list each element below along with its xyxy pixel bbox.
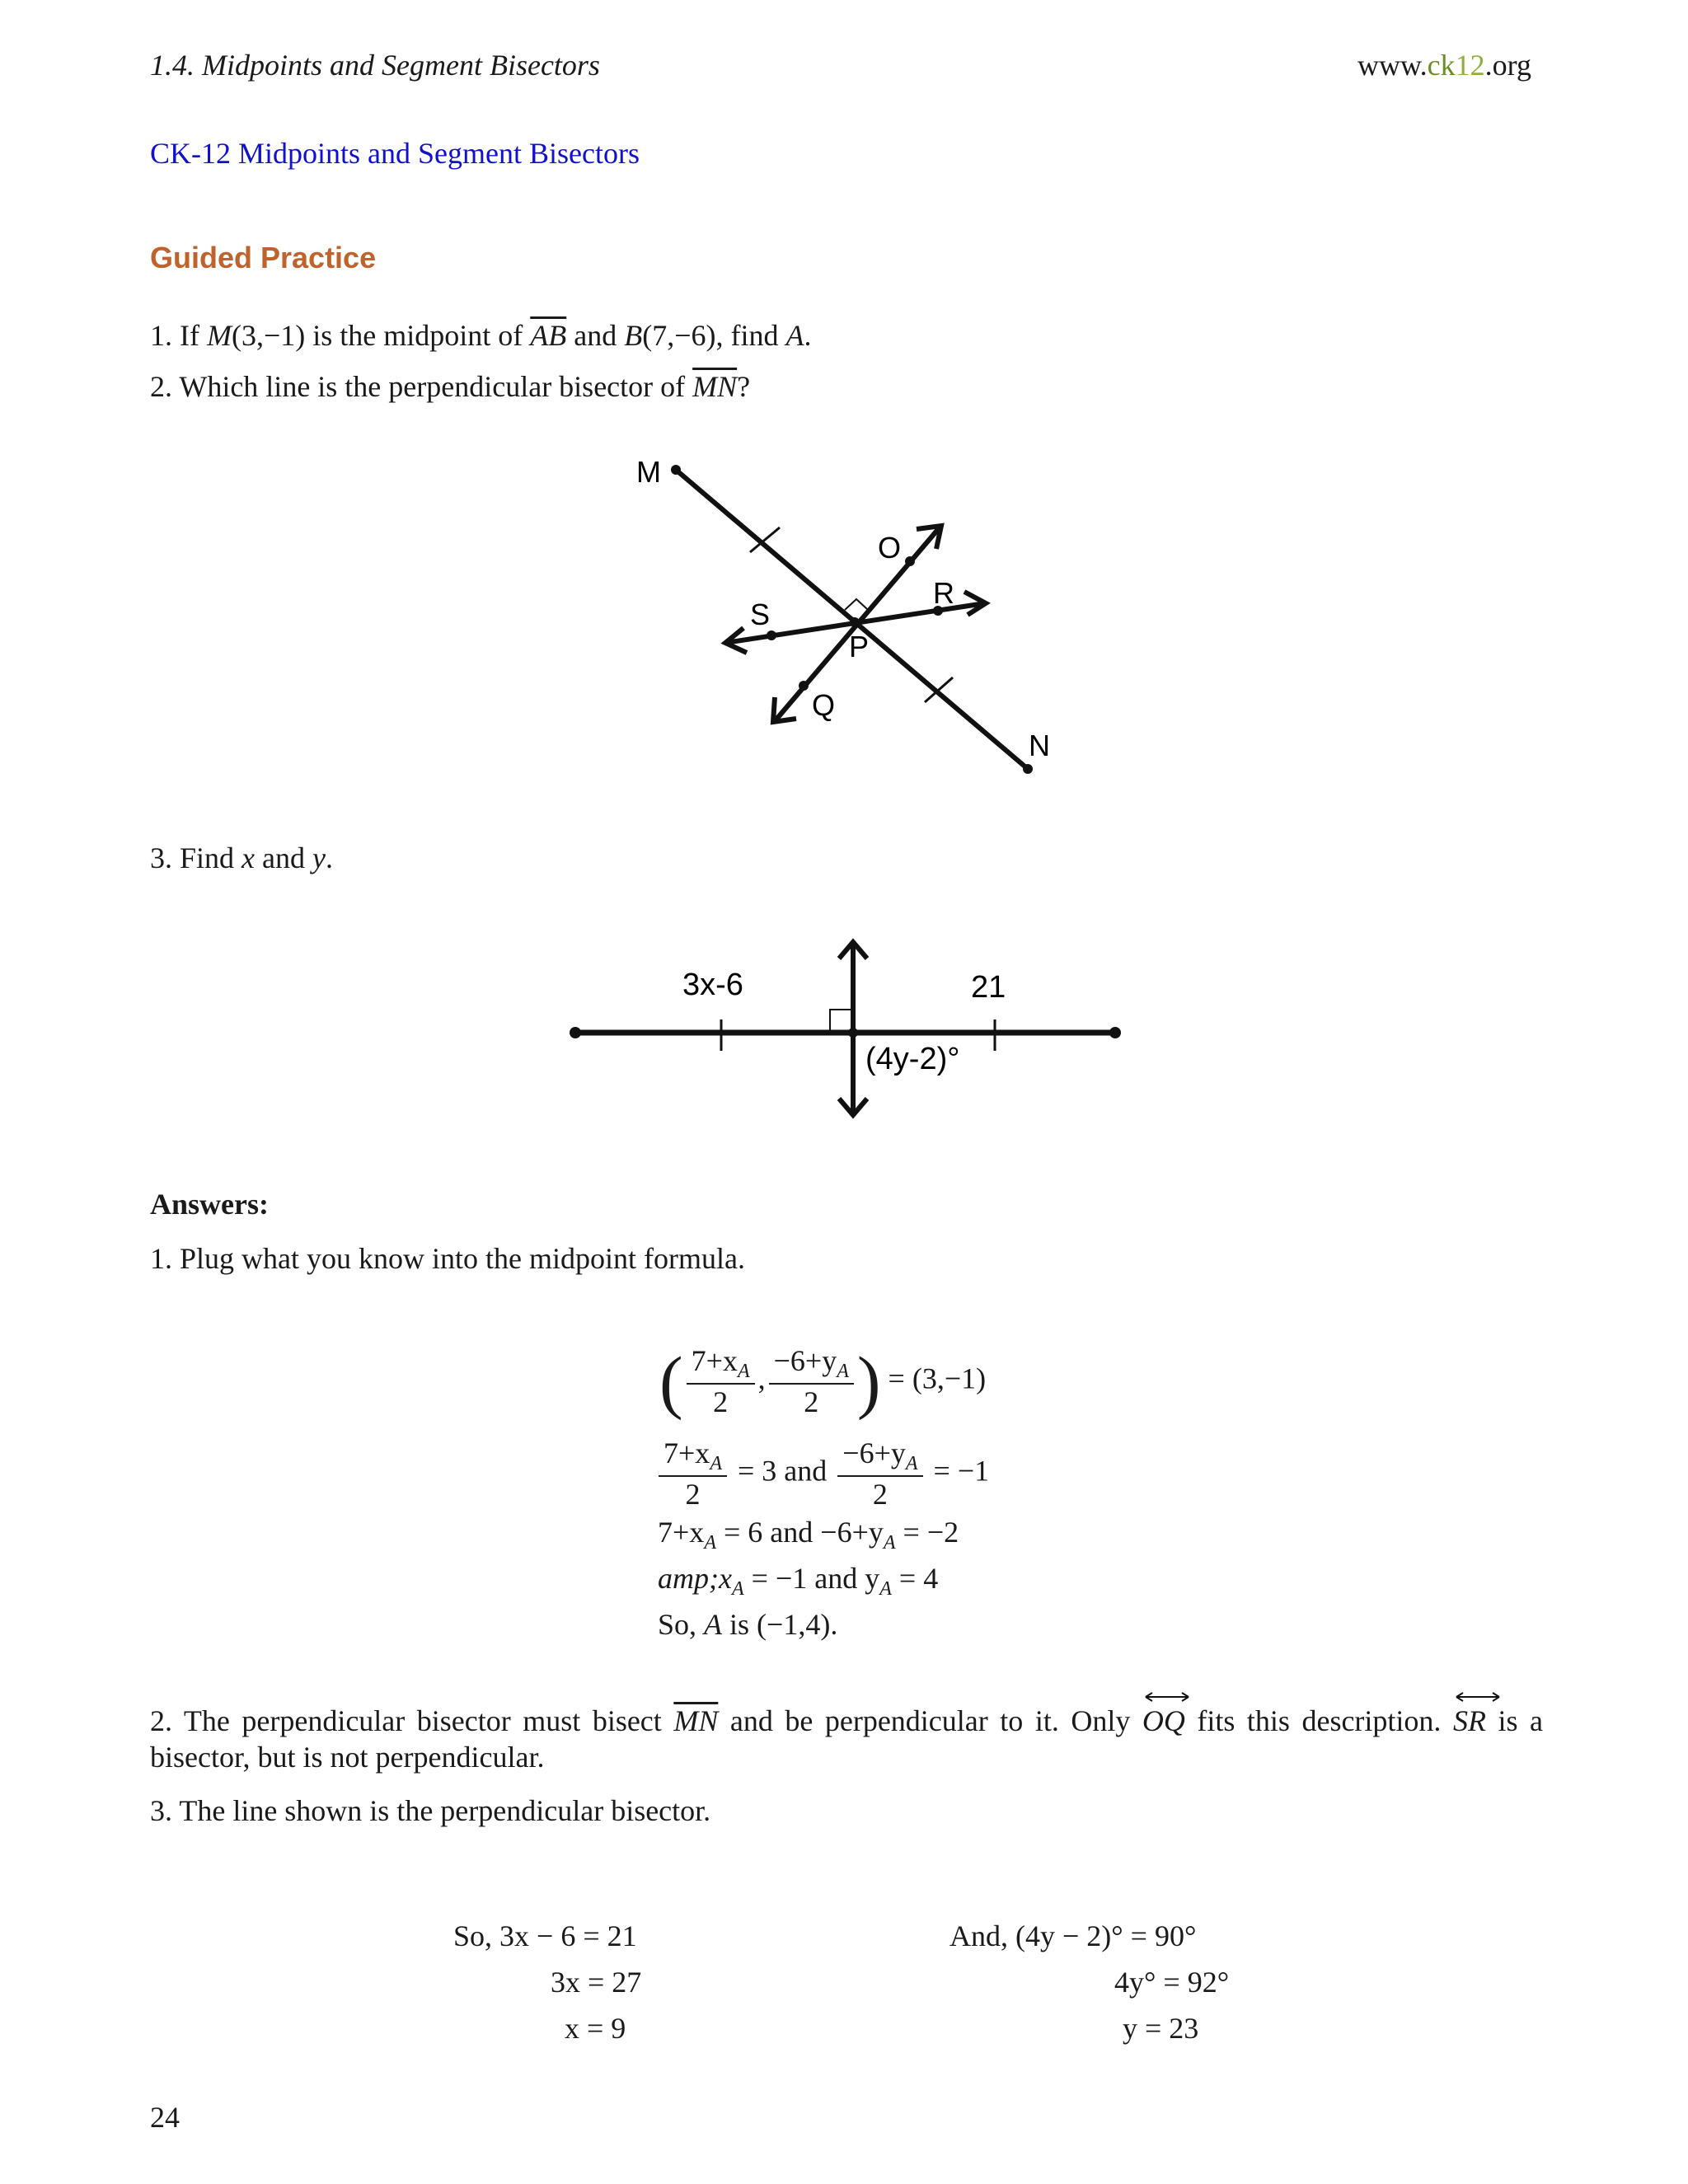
frac-y-sub: A [837, 1361, 849, 1383]
equation-line-2 [655, 1436, 989, 1511]
eq4-b: = −1 and y [743, 1562, 880, 1595]
q3-var-x: x [241, 841, 256, 874]
eq4-a: amp;x [658, 1562, 732, 1595]
eq2-rhs: = −1 [933, 1454, 990, 1488]
q2-text-a: 2. Which line is the perpendicular bisector of [150, 370, 693, 403]
site-prefix: www. [1357, 49, 1428, 82]
fraction-x [687, 1343, 755, 1419]
y-solution-line-1 [950, 1919, 1196, 1953]
eq4-c: = 4 [891, 1562, 939, 1595]
answers-heading: Answers: [150, 1188, 269, 1221]
q3-text-a: 3. Find [150, 841, 242, 874]
x-solution-line-1 [453, 1919, 637, 1953]
x-solution-line-3: x = 9 [565, 2012, 626, 2045]
label-n: N [1029, 729, 1050, 762]
q3-text-b: and [255, 841, 312, 874]
label-3x-minus-6: 3x-6 [682, 968, 743, 1002]
paren-left: ( [659, 1342, 683, 1422]
x-line1-pre: So, [453, 1919, 500, 1952]
x-line1: 3x − 6 = 21 [499, 1919, 637, 1952]
point-o [905, 556, 915, 566]
frac-y2-den: 2 [872, 1478, 888, 1511]
q3-text-c: . [325, 841, 333, 874]
comma: , [757, 1361, 766, 1395]
frac-x2-num: 7+x [663, 1436, 710, 1469]
frac-x-num: 7+x [691, 1344, 738, 1377]
equation-line-4 [658, 1561, 938, 1601]
running-header-site[interactable] [1357, 48, 1531, 82]
answer-1-intro: 1. Plug what you know into the midpoint formula. [150, 1242, 745, 1275]
answer-2 [150, 1703, 1543, 1775]
a2-sr-text: SR [1452, 1704, 1486, 1737]
answer-3: 3. The line shown is the perpendicular bisector. [150, 1794, 711, 1827]
label-o: O [878, 531, 902, 565]
a2-text-c: fits this description. [1184, 1704, 1453, 1737]
site-suffix: .org [1484, 49, 1531, 82]
x-solution-line-2: 3x = 27 [551, 1966, 642, 1999]
fraction-x-2 [659, 1436, 727, 1511]
eq3-a: 7+x [658, 1516, 705, 1549]
point-s [767, 630, 776, 640]
label-21: 21 [971, 970, 1006, 1005]
eq5-b: is (−1,4). [722, 1608, 838, 1641]
eq5-a: So, [658, 1608, 705, 1641]
eq4-sub-b: A [879, 1578, 892, 1601]
eq3-c: = −2 [895, 1516, 959, 1549]
q3-var-y: y [312, 841, 326, 874]
frac-x2-den: 2 [685, 1478, 701, 1511]
y-line1: (4y − 2)° = 90° [1015, 1919, 1197, 1952]
label-p: P [849, 630, 870, 663]
question-2 [150, 369, 750, 404]
page-number: 24 [150, 2101, 180, 2134]
point-n [1023, 764, 1033, 774]
point-q [799, 681, 809, 691]
equation-line-5 [658, 1607, 837, 1642]
guided-practice-heading: Guided Practice [150, 241, 377, 274]
q1-var-a: A [785, 319, 804, 352]
a2-segment-mn: $\overline{MN}$ [673, 1704, 719, 1737]
equation-line-3 [658, 1515, 959, 1554]
q1-segment-ab: $\overline{AB}$ [530, 319, 567, 352]
site-12: 12 [1455, 49, 1485, 82]
right-angle-marker [845, 599, 867, 610]
a2-text-b: and be perpendicular to it. Only [718, 1704, 1142, 1737]
label-q: Q [812, 688, 836, 722]
eq3-sub-a: A [704, 1532, 716, 1554]
a2-oq-text: OQ [1142, 1704, 1185, 1737]
question-3 [150, 841, 333, 875]
frac-y-den: 2 [804, 1385, 819, 1419]
frac-x-den: 2 [713, 1385, 729, 1419]
endpoint-left [570, 1027, 581, 1038]
bisector-figure-2 [560, 927, 1137, 1125]
running-header-section: 1.4. Midpoints and Segment Bisectors [150, 49, 600, 82]
double-arrow-icon [1142, 1691, 1192, 1703]
frac-y2-num: −6+y [842, 1436, 906, 1469]
question-1 [150, 318, 812, 353]
a2-line-sr [1453, 1703, 1486, 1739]
eq3-sub-b: A [883, 1532, 896, 1554]
paren-right: ) [856, 1342, 881, 1422]
frac-x2-sub: A [710, 1453, 722, 1475]
q1-var-m: M [206, 319, 232, 352]
section-link[interactable]: CK-12 Midpoints and Segment Bisectors [150, 137, 640, 170]
frac-x-sub: A [737, 1361, 750, 1383]
q2-text-b: ? [737, 370, 751, 403]
point-m [671, 465, 681, 475]
point-p [850, 617, 860, 627]
q1-text-d: (7,−6), find [642, 319, 786, 352]
eq3-b: = 6 and −6+y [715, 1516, 884, 1549]
equation-line-1 [659, 1342, 987, 1422]
q1-text-a: 1. If [150, 319, 207, 352]
y-line1-pre: And, [950, 1919, 1015, 1952]
label-s: S [750, 598, 771, 631]
a2-text-d: is a bisector, but is not perpendicular. [150, 1704, 1544, 1774]
fraction-y [769, 1343, 854, 1419]
q1-text-c: and [566, 319, 625, 352]
site-ck: ck [1427, 49, 1456, 82]
fraction-y-2 [837, 1436, 922, 1511]
q2-segment-mn: $\overline{MN}$ [692, 370, 738, 403]
y-solution-line-2: 4y° = 92° [1114, 1966, 1230, 1999]
eq5-var-a: A [704, 1608, 723, 1641]
eq1-rhs: = (3,−1) [888, 1361, 987, 1395]
q1-text-b: (3,−1) is the midpoint of [231, 319, 531, 352]
label-angle: (4y-2)° [865, 1042, 960, 1076]
q1-var-b: B [624, 319, 643, 352]
bisector-figure-1 [618, 445, 1080, 791]
frac-y-num: −6+y [773, 1344, 837, 1377]
a2-text-a: 2. The perpendicular bisector must bisect [150, 1704, 674, 1737]
endpoint-right [1109, 1027, 1121, 1038]
frac-y2-sub: A [905, 1453, 918, 1475]
a2-line-oq [1142, 1703, 1185, 1739]
y-solution-line-3: y = 23 [1123, 2012, 1199, 2045]
double-arrow-icon [1453, 1691, 1503, 1703]
label-m: M [636, 455, 661, 489]
q1-text-e: . [804, 319, 812, 352]
eq4-sub-a: A [731, 1578, 744, 1601]
eq2-mid: = 3 and [737, 1454, 828, 1488]
label-r: R [933, 576, 954, 610]
